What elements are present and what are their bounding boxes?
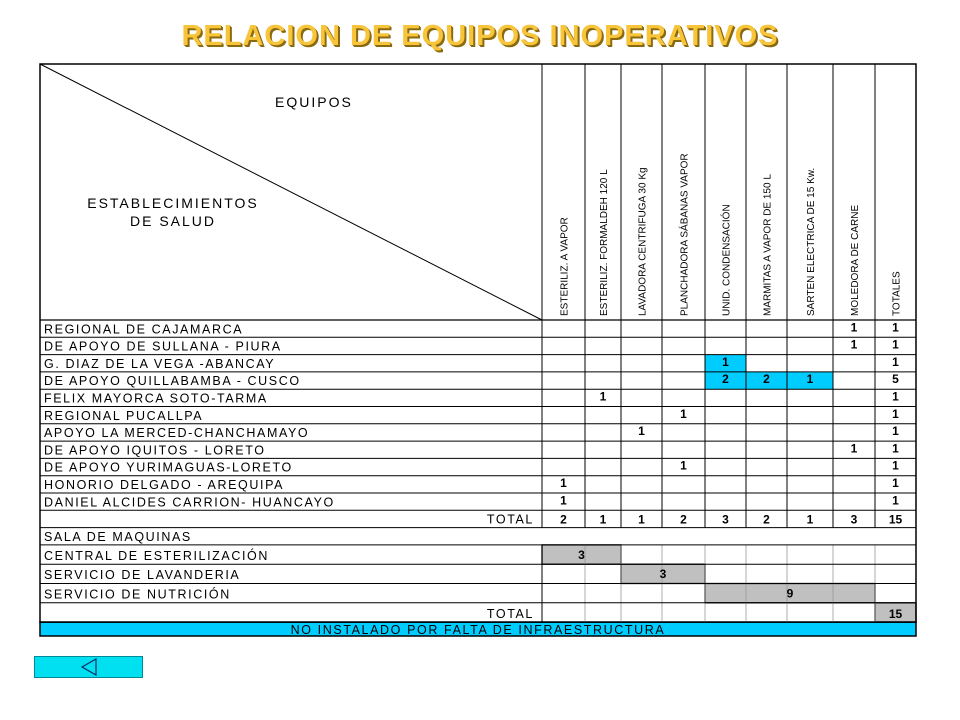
cell-value: 1: [892, 424, 899, 439]
column-header: PLANCHADORA SÁBANAS VAPOR: [679, 153, 691, 316]
column-header: ESTERILIZ. A VAPOR: [559, 217, 571, 316]
total-value: 3: [722, 512, 729, 527]
total-value: 2: [680, 512, 687, 527]
cell-value: 1: [806, 372, 814, 387]
page-title: RELACION DE EQUIPOS INOPERATIVOS: [181, 20, 779, 52]
row-label: DE APOYO DE SULLANA - PIURA: [44, 339, 282, 354]
cell-value: 1: [892, 441, 899, 456]
cell-value: 1: [892, 354, 899, 369]
cell-value: 1: [850, 441, 858, 456]
back-button[interactable]: [34, 656, 143, 678]
row-label: HONORIO DELGADO - AREQUIPA: [44, 478, 285, 492]
cell-value: 1: [892, 458, 899, 473]
row-label: FELIX MAYORCA SOTO-TARMA: [44, 391, 268, 406]
cell-value: 1: [892, 406, 899, 421]
total-value: 1: [638, 512, 645, 527]
establecimientos-header: ESTABLECIMIENTOS: [87, 195, 259, 211]
service-value: 9: [786, 586, 794, 601]
service-label: SERVICIO DE NUTRICIÓN: [44, 587, 231, 602]
total-value: 3: [850, 512, 858, 527]
row-label: DE APOYO QUILLABAMBA - CUSCO: [44, 374, 301, 389]
cell-value: 1: [850, 320, 858, 335]
service-value: 3: [578, 547, 585, 562]
row-label: G. DIAZ DE LA VEGA -ABANCAY: [44, 356, 276, 371]
sala-total-value: 15: [888, 606, 903, 621]
total-value: 15: [888, 512, 903, 527]
total-value: 1: [806, 512, 814, 527]
cell-value: 1: [722, 354, 729, 369]
row-label: DANIEL ALCIDES CARRION- HUANCAYO: [44, 495, 335, 510]
total-value: 2: [560, 512, 567, 527]
cell-value: 1: [850, 337, 858, 352]
equipos-header: EQUIPOS: [275, 94, 353, 110]
cell-value: 2: [722, 372, 729, 387]
column-header: MOLEDORA DE CARNE: [850, 204, 861, 316]
service-value: 3: [659, 567, 667, 582]
column-header: ESTERILIZ. FORMALDEH 120 L: [599, 169, 610, 316]
sala-label: SALA DE MAQUINAS: [44, 529, 192, 544]
sala-total-label: TOTAL: [486, 606, 534, 621]
service-label: CENTRAL DE ESTERILIZACIÓN: [44, 548, 269, 563]
cell-value: 1: [892, 320, 899, 335]
establecimientos-header: DE SALUD: [129, 213, 217, 229]
total-value: 1: [599, 512, 607, 527]
service-label: SERVICIO DE LAVANDERIA: [44, 568, 241, 583]
cell-value: 2: [763, 372, 770, 387]
column-header: MARMITAS A VAPOR DE 150 L: [762, 174, 774, 316]
row-label: REGIONAL PUCALLPA: [44, 408, 204, 423]
cell-value: 1: [892, 493, 899, 508]
total-label: TOTAL: [486, 512, 534, 527]
cell-value: 1: [560, 493, 567, 508]
cell-value: 1: [680, 458, 687, 473]
column-header: SARTEN ELECTRICA DE 15 Kw.: [806, 167, 817, 316]
cell-value: 1: [680, 406, 687, 421]
total-value: 2: [763, 512, 770, 527]
cell-value: 1: [892, 389, 899, 404]
triangle-left-icon: [35, 657, 142, 677]
cell-value: 1: [560, 476, 567, 490]
footer-note: NO INSTALADO POR FALTA DE INFRAESTRUCTURA: [290, 623, 666, 638]
row-label: DE APOYO YURIMAGUAS-LORETO: [44, 460, 293, 475]
column-header: LAVADORA CENTRIFUGA 30 Kg: [637, 167, 649, 316]
cell-value: 1: [638, 424, 645, 439]
cell-value: 5: [892, 372, 899, 387]
cell-value: 1: [599, 389, 607, 404]
row-label: DE APOYO IQUITOS - LORETO: [44, 443, 266, 458]
cell-value: 1: [892, 476, 899, 490]
row-label: REGIONAL DE CAJAMARCA: [44, 322, 244, 337]
row-label: APOYO LA MERCED-CHANCHAMAYO: [44, 426, 310, 441]
column-header: TOTALES: [891, 271, 903, 316]
cell-value: 1: [892, 337, 899, 352]
column-header: UNID. CONDENSACIÓN: [721, 204, 733, 316]
